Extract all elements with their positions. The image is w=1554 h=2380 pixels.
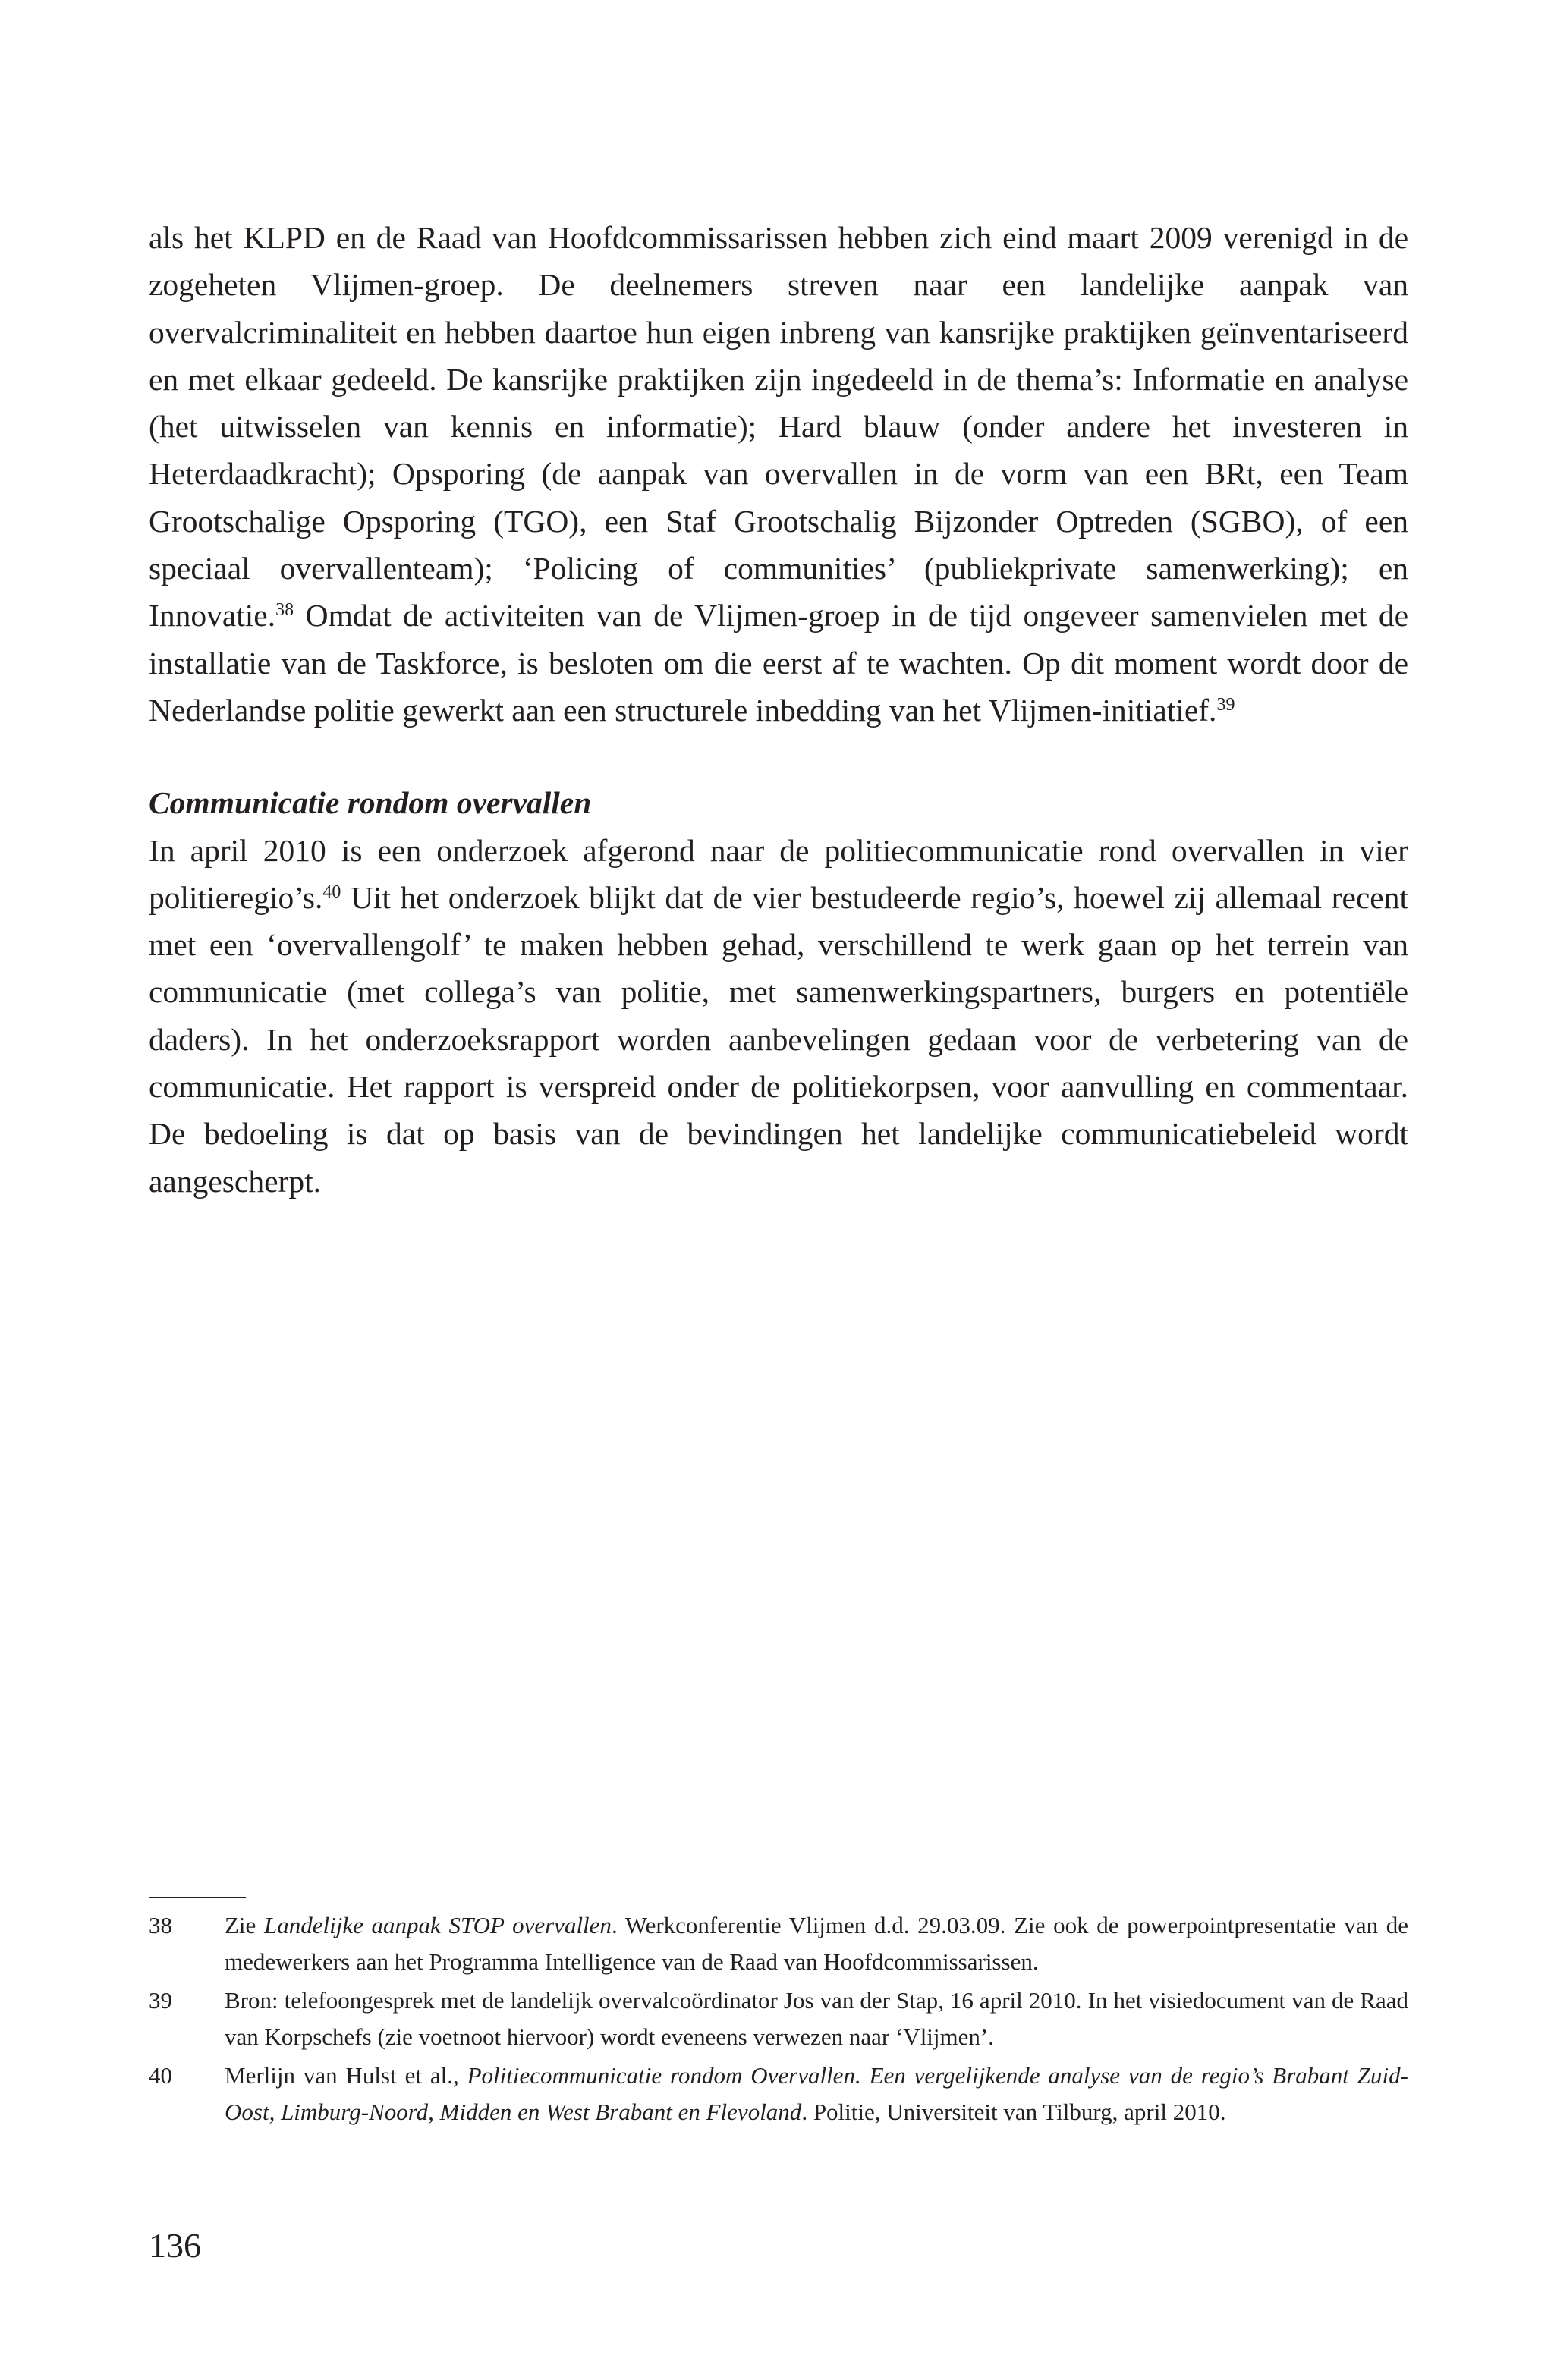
footnote-text <box>225 1982 1408 2055</box>
paragraph-communicatie <box>149 827 1408 1205</box>
page-body <box>149 214 1408 1205</box>
footnote-divider <box>149 1897 246 1898</box>
paragraph-text: als het KLPD en de Raad van Hoofdcommissarissen hebben zich eind maart 2009 verenigd in de zogeheten Vlijmen-groep. De deelnemers streven naar een landelijke aanpak van overvalcriminaliteit en hebben daartoe hun eigen inbreng van kansrijke praktijken geïnventariseerd en met elkaar gedeeld. De kansrijke praktijken zijn ingedeeld in de thema’s: Informatie en analyse (het uitwisselen van kennis en informatie); Hard blauw (onder andere het investeren in Heterdaadkracht); Opsporing (de aanpak van overvallen in de vorm van een BRt, een Team Grootschalige Opsporing (TGO), een Staf Grootschalig Bijzonder Optreden (SGBO), of een speciaal overvallenteam); ‘Policing of communities’ (publiekprivate samenwerking); en Innovatie. <box>149 220 1408 634</box>
footnote-text-part: . Werkconferentie Vlijmen d.d. 29.03.09. Zie ook de powerpointpresentatie van de medewerkers aan het Programma Intelligence van de Raad van Hoofdcommissarissen. <box>225 1912 1409 1975</box>
footnote-number: 40 <box>149 2062 172 2089</box>
section-heading: Communicatie rondom overvallen <box>149 785 592 821</box>
footnote-40 <box>149 2058 1408 2130</box>
footnote-number: 38 <box>149 1912 172 1938</box>
footnote-ref-38[interactable]: 38 <box>275 600 294 621</box>
footnote-text-part: Bron: telefoongesprek met de landelijk overvalcoördinator Jos van der Stap, 16 april 2010. In het visiedocument van de Raad van Korpschefs (zie voetnoot hiervoor) wordt eveneens verwezen naar ‘Vlijmen’. <box>225 1987 1408 2050</box>
paragraph-vlijmen-groep <box>149 214 1408 734</box>
footnote-39 <box>149 1982 1408 2055</box>
footnotes <box>149 1907 1408 2133</box>
footnote-text-part: Merlijn van Hulst et al., <box>225 2062 467 2089</box>
page-number: 136 <box>149 2226 201 2265</box>
footnote-title: Politiecommunicatie rondom Overvallen. Een vergelijkende analyse van de regio’s Brabant Zuid-Oost, Limburg-Noord, Midden en West Brabant en Flevoland <box>225 2062 1408 2125</box>
footnote-text <box>225 2058 1408 2130</box>
footnote-ref-39[interactable]: 39 <box>1216 694 1235 715</box>
footnote-ref-40[interactable]: 40 <box>322 882 341 902</box>
paragraph-text: Uit het onderzoek blijkt dat de vier bestudeerde regio’s, hoewel zij allemaal recent met een ‘overvallengolf’ te maken hebben gehad, verschillend te werk gaan op het terrein van communicatie (met collega’s van politie, met samenwerkingspartners, burgers en potentiële daders). In het onderzoeksrapport worden aanbevelingen gedaan voor de verbetering van de communicatie. Het rapport is verspreid onder de politiekorpsen, voor aanvulling en commentaar. De bedoeling is dat op basis van de bevindingen het landelijke communicatiebeleid wordt aangescherpt. <box>149 879 1408 1199</box>
footnote-text-part: Zie <box>225 1912 264 1938</box>
footnote-38 <box>149 1907 1408 1979</box>
paragraph-text: In april 2010 is een onderzoek afgerond naar de politiecommunicatie rond overvallen in vier politieregio’s. <box>149 832 1408 915</box>
footnote-title: Landelijke aanpak STOP overvallen <box>264 1912 612 1938</box>
footnote-number: 39 <box>149 1987 172 2014</box>
footnote-text-part: . Politie, Universiteit van Tilburg, april 2010. <box>801 2098 1226 2125</box>
footnote-text <box>225 1907 1408 1979</box>
paragraph-text: Omdat de activiteiten van de Vlijmen-groep in de tijd ongeveer samenvielen met de installatie van de Taskforce, is besloten om die eerst af te wachten. Op dit moment wordt door de Nederlandse politie gewerkt aan een structurele inbedding van het Vlijmen-initiatief. <box>149 598 1408 728</box>
